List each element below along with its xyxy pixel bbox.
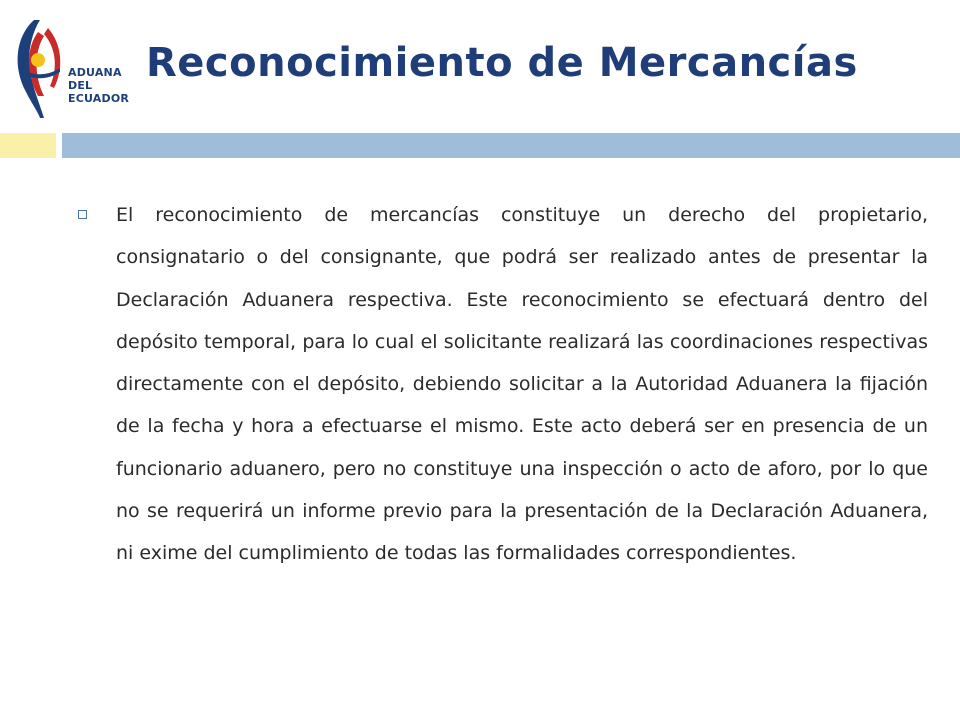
logo-line-2: DEL: [68, 79, 93, 92]
header-accent-bar-yellow: [0, 133, 56, 158]
logo-text: [68, 66, 129, 105]
body-paragraph: El reconocimiento de mercancías constituye un derecho del propietario, consignatario o del consignante, que podrá ser realizado antes de presentar la Declaración Aduanera respectiva. Este reconocimiento se efectuará dentro del depósito temporal, para lo cual el solicitante realizará las coordinaciones respectivas directamente con el depósito, debiendo solicitar a la Autoridad Aduanera la fijación de la fecha y hora a efectuarse el mismo. Este acto deberá ser en presencia de un funcionario aduanero, pero no constituye una inspección o acto de aforo, por lo que no se requerirá un informe previo para la presentación de la Declaración Aduanera, ni exime del cumplimiento de todas las formalidades correspondientes.: [116, 204, 928, 565]
aduana-emblem-icon: [4, 14, 74, 124]
header-accent-bar-blue: [62, 133, 960, 158]
aduana-logo: [4, 14, 134, 124]
hollow-square-bullet-icon: [78, 210, 87, 219]
logo-line-3: ECUADOR: [68, 92, 130, 105]
logo-line-1: ADUANA: [68, 66, 122, 79]
page-title: Reconocimiento de Mercancías: [146, 40, 858, 86]
content-area: [78, 194, 928, 575]
